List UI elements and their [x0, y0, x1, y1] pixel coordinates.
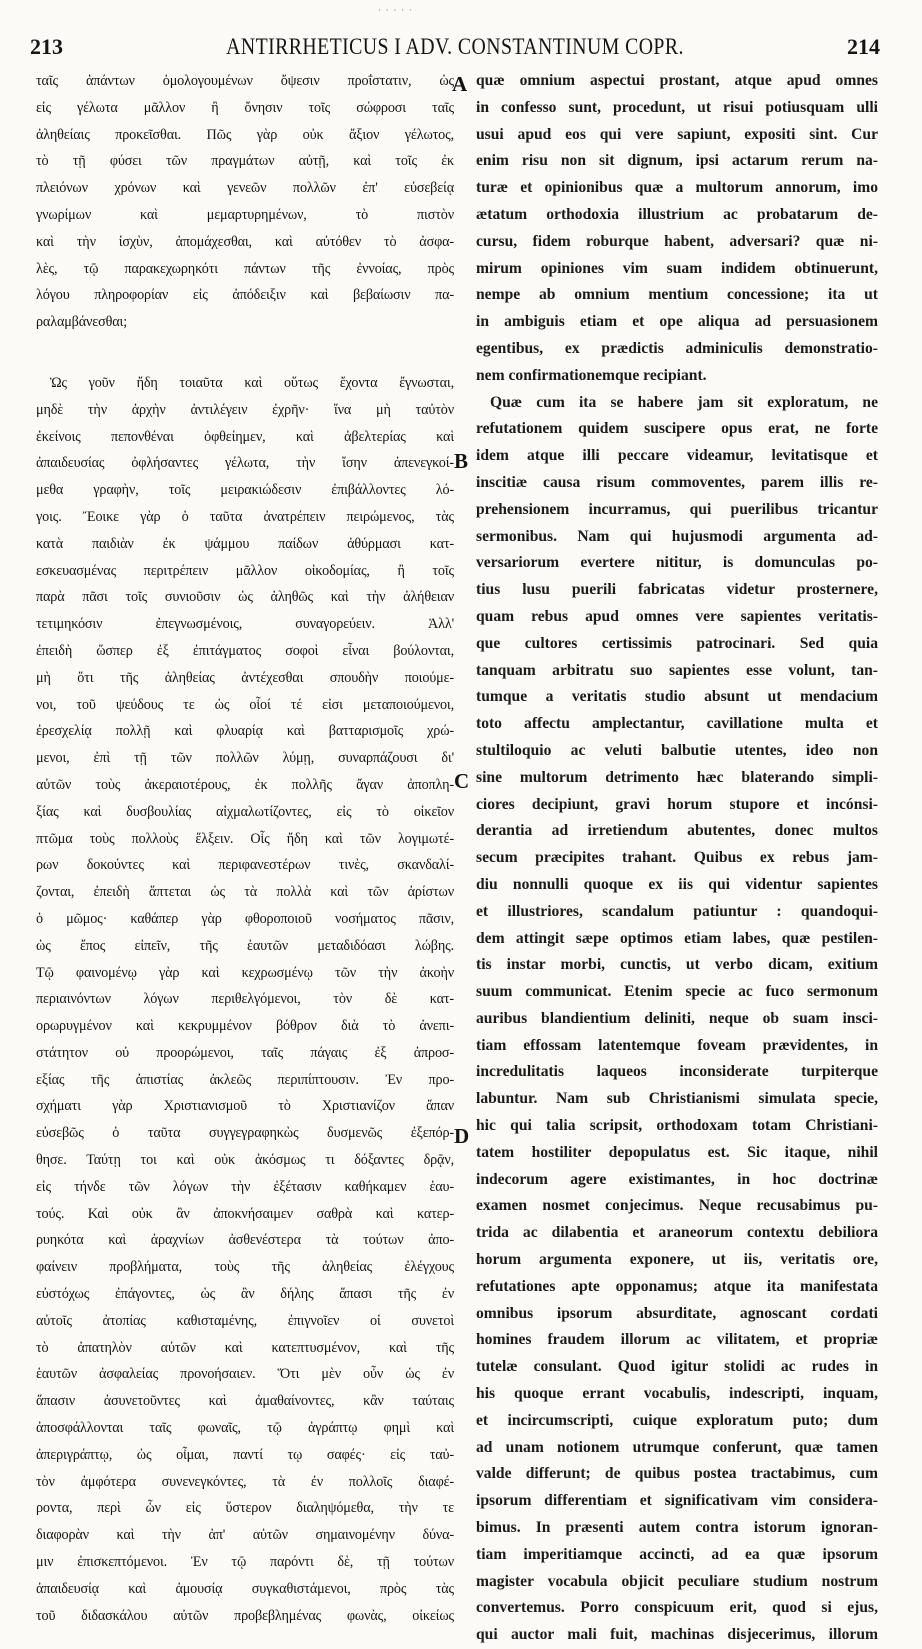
greek-line: ἀπεριγράπτῳ, ὡς οἶμαι, παντί τῳ σαφές· εἰς ταὐ-: [36, 1446, 454, 1463]
top-edge-mark: · · · · ·: [378, 6, 413, 16]
latin-line: turæ et opinionibus quæ a multorum annorum, imo: [476, 179, 878, 197]
latin-line: omnibus ipsorum absurditate, agnoscant cordati: [476, 1304, 878, 1322]
latin-line: hic qui talia scripsit, orthodoxam totam Christiani-: [476, 1117, 878, 1135]
latin-line: qui auctor mali fuit, machinas disjecerimus, illorum: [476, 1626, 878, 1644]
latin-line: tis instar morbi, cunctis, ut verbo dicam, exitium: [476, 956, 878, 974]
greek-line: ἐκείνοις πεπονθέναι ὀφθείημεν, καὶ ἀβελτερίας καὶ: [36, 428, 454, 445]
latin-line: in confesso sunt, procedunt, ut risui potiusquam ulli: [476, 98, 878, 116]
latin-line: quam rebus apud omnes vere sapientes veritatis-: [476, 607, 878, 625]
greek-line: εὐσεβῶς ὁ ταῦτα συγγεγραφηκὼς δυσμενῶς ἐξεπόρ-: [36, 1125, 454, 1142]
latin-line: inscitiæ causa risum commoventes, parem illis re-: [476, 473, 878, 491]
greek-line: ἑαυτῶν ἀσφαλείας προνοήσαιεν. Ὅτι μὲν οὖν ὡς ἐν: [36, 1366, 454, 1383]
greek-line: πτῶμα τοὺς πολλοὺς ἕλξειν. Οἷς ἤδη καὶ τῶν λογιμωτέ-: [36, 830, 454, 847]
latin-line: ipsorum differentiam et significativam vim considera-: [476, 1492, 878, 1510]
greek-line: γοις. Ἔοικε γὰρ ὁ ταῦτα ἀνατρέπειν πειρώμενος, τὰς: [36, 508, 454, 525]
greek-line: φαίνειν προβλήματα, τοὺς τῆς ἀληθείας ἐλέγχους: [36, 1259, 454, 1276]
page-number-left: 213: [30, 34, 63, 59]
latin-line: examen nosmet conjecimus. Neque recusabimus pu-: [476, 1197, 878, 1215]
greek-line: παρὰ πᾶσι τοῖς συνιοῦσιν ὡς ἀληθῶς καὶ τὴν ἀλήθειαν: [36, 589, 454, 606]
greek-line: ἀληθείαις προκεῖσθαι. Πῶς γὰρ οὐκ ἄξιον γέλωτος,: [36, 126, 454, 143]
latin-line: in ambiguis etiam et ope aliqua ad persuasionem: [476, 313, 878, 331]
latin-line: nempe ab omnium mentium concessione; ita ut: [476, 286, 878, 304]
greek-line: Τῷ φαινομένῳ γὰρ καὶ κεχρωσμένῳ τῶν τὴν ἀκοὴν: [36, 964, 454, 981]
latin-line: cursu, fidem roburque habent, adversari? quæ ni-: [476, 232, 878, 250]
greek-line: στάτητον οὐ προορώμενοι, ταῖς πάγαις ἐξ ἀπροσ-: [36, 1044, 454, 1061]
greek-line: νοι, τοῦ ψεύδους τε ὡς οἷοί τέ εἰσι μεταποιούμενοι,: [36, 696, 454, 713]
latin-line: dem attingit sæpe optimos etiam labes, quæ pestilen-: [476, 929, 878, 947]
greek-line: μενοι, ἐπὶ τῇ τῶν πολλῶν λύμῃ, συναρπάζουσι δι': [36, 750, 454, 767]
greek-line: καὶ τὴν ἰσχὺν, ἀπομάχεσθαι, καὶ αὐτόθεν τὸ ἀσφα-: [36, 233, 454, 250]
latin-line: his quoque errant vocabulis, indescripti, inquam,: [476, 1385, 878, 1403]
greek-line: ταῖς ἁπάντων ὁμολογουμένων ὄψεσιν προΐστατιν, ὡς: [36, 73, 454, 89]
greek-line: ροντα, περὶ ὧν εἰς ὕστερον διαληψόμεθα, τὴν τε: [36, 1500, 454, 1517]
latin-line: et incircumscripti, cuique exploratum puto; dum: [476, 1411, 878, 1429]
latin-line: versariorum evertere nititur, is domunculas po-: [476, 554, 878, 572]
greek-paragraph-2: [36, 370, 454, 1629]
greek-line: ἐπειδὴ ὥσπερ ἐξ ἐπιτάγματος σοφοὶ εἶναι βούλονται,: [36, 642, 454, 659]
latin-line: ciores decipiunt, gravi horum stupore et incónsi-: [476, 795, 878, 813]
latin-line: toto affectu amplectantur, cavillatione multa et: [476, 715, 878, 733]
latin-line: sermonibus. Nam qui hujusmodi argumenta ad-: [476, 527, 878, 545]
latin-line: diu nonnulli quoque ex iis qui videntur sapientes: [476, 875, 878, 893]
latin-line: horum argumenta exponere, ut iis, veritatis ore,: [476, 1251, 878, 1269]
section-marker-a: A: [452, 72, 468, 96]
greek-line: γνωρίμων καὶ μεμαρτυρημένων, τὸ πιστὸν: [36, 206, 454, 223]
latin-line: tutelæ consulant. Quod igitur stolidi ac rudes in: [476, 1358, 878, 1376]
latin-line: incredulitatis laqueos inconsiderate turpiterque: [476, 1063, 878, 1081]
greek-line: τοῦ διδασκάλου αὐτῶν προβεβλημένας φωνὰς, οἰκείως: [36, 1607, 454, 1624]
greek-line: ἅπασιν ἀσυνετοῦντες καὶ ἀμαθαίνοντες, κἂν ταύταις: [36, 1393, 454, 1410]
greek-line: περιαινόντων λόγων περιθελγόμενοι, τὸν δὲ κατ-: [36, 991, 454, 1008]
greek-line: τὸν ἀμφότερα συνενεγκόντες, τὰ ἐν πολλοῖς διαφέ-: [36, 1473, 454, 1490]
greek-line: ὁ μῶμος· καθάπερ γὰρ φθοροποιοῦ νοσήματος πᾶσιν,: [36, 910, 454, 927]
latin-line: enim risu non sit dignum, ipsi actarum rerum na-: [476, 152, 878, 170]
latin-line: prehensionem incurramus, qui puerilibus tricantur: [476, 500, 878, 518]
latin-line: et illustriores, scandalum patiuntur : quandoqui-: [476, 902, 878, 920]
greek-line: ζονται, ἐπειδὴ ἅπτεται ὡς τὰ πολλὰ καὶ τῶν ἀρίστων: [36, 884, 454, 901]
greek-line: εσκευασμένας περιτρέπειν μᾶλλον οἰκοδομίας, ἢ τοῖς: [36, 562, 454, 579]
greek-line: θησε. Ταύτῃ τοι καὶ οὐκ ἀκόσμως τι δόξαντες δρᾷν,: [36, 1152, 454, 1169]
running-title: ANTIRRHETICUS I ADV. CONSTANTINUM COPR.: [226, 34, 684, 59]
latin-line: mirum opiniones vim suam indidem obtinuerunt,: [476, 259, 878, 277]
section-marker-b: B: [454, 449, 469, 473]
greek-line: ραλαμβάνεσθαι;: [36, 314, 127, 331]
latin-line: tumque a veritatis studio absunt ut mendacium: [476, 688, 878, 706]
greek-line: μεθα γραφὴν, τοῖς μειρακιώδεσιν ἐπιβάλλοντες λό-: [36, 482, 454, 499]
latin-line: convertemus. Porro conspicuum erit, quod si ejus,: [476, 1599, 878, 1617]
greek-line: ὡς ἔπος εἰπεῖν, τῆς ἑαυτῶν μεταδιδόασι λώβης.: [36, 937, 454, 954]
latin-line: secum præcipites trahant. Quibus ex rebus jam-: [476, 849, 878, 867]
latin-line: quæ omnium aspectui prostant, atque apud omnes: [476, 72, 878, 89]
section-marker-d: D: [454, 1124, 470, 1148]
greek-line: μιν ἐπισκεπτόμενοι. Ἐν τῷ παρόντι δὲ, τῇ τούτων: [36, 1554, 454, 1571]
greek-line: τετιμηκόσιν ἐπεγνωσμένοις, συναγορεύειν. Ἀλλ': [36, 616, 454, 633]
greek-line: μὴ ὅτι τῆς ἀληθείας ἀντέχεσθαι σπουδὴν ποιούμε-: [36, 669, 454, 686]
latin-line: refutationes apte opponamus; atque ita manifestata: [476, 1277, 878, 1295]
greek-line: ἀποσφάλλονται ταῖς φωναῖς, τῷ ἀγράπτῳ φημὶ καὶ: [36, 1420, 454, 1437]
greek-line: κατὰ παιδιὰν ἐκ ψάμμου παίδων ἀθύρμασι κατ-: [36, 535, 454, 552]
latin-line: idem atque illi peccare videamur, levitatisque et: [476, 447, 878, 465]
page-number-right: 214: [847, 34, 880, 59]
latin-line: tiam effossam latentemque foveam prævidentes, in: [476, 1036, 878, 1054]
greek-line: τὸ τῇ φύσει τῶν πραγμάτων αὐτῇ, καὶ τοῖς ἐκ: [36, 153, 454, 170]
latin-line: tatem hostiliter depopulatus est. Sic itaque, nihil: [476, 1143, 878, 1161]
section-marker-c: C: [454, 769, 470, 793]
greek-line: Ὡς γοῦν ἤδη τοιαῦτα καὶ οὕτως ἔχοντα ἔγνωσται,: [50, 374, 454, 391]
latin-line: auribus blandientium deliniti, neque ob suam insci-: [476, 1009, 878, 1027]
greek-line: αὐτῶν τοὺς ἀκεραιοτέρους, ἐκ πολλῆς ἄγαν ἀποπλη-: [36, 776, 454, 793]
greek-line: τὸ ἀπατηλὸν αὐτῶν καὶ κατεπτυσμένον, καὶ τῆς: [36, 1339, 454, 1356]
latin-line: bimus. In præsenti autem contra istorum ignoran-: [476, 1519, 878, 1537]
latin-line: ad unam notionem utrumque conferunt, quæ tamen: [476, 1438, 878, 1456]
latin-line: egentibus, ex prædictis adminiculis demonstratio-: [476, 339, 878, 357]
greek-line: σχήματι γὰρ Χριστιανισμοῦ τὸ Χριστιανίζον ἅπαν: [36, 1098, 454, 1115]
greek-line: διαφορὰν καὶ τὴν ἀπ' αὐτῶν σημαινομένην δύνα-: [36, 1527, 454, 1544]
greek-line: ορωρυγμένον καὶ κεκρυμμένον βόθρον διὰ τὸ ἀνεπι-: [36, 1018, 454, 1035]
latin-line: trida ac dilabentia et araneorum contextu debiliora: [476, 1224, 878, 1242]
running-header: [30, 34, 880, 64]
greek-line: πλειόνων χρόνων καὶ γενεῶν πολλῶν ἐπ' εὐσεβείᾳ: [36, 180, 454, 197]
latin-column: [476, 68, 878, 1649]
greek-line: αὐτοῖς ἀτοπίας καθισταμένης, ἐπιγνοῖεν οἱ συνετοὶ: [36, 1312, 454, 1329]
greek-line: ξίας καὶ δυσβουλίας αἰχμαλωτίζοντες, εἰς τὸ οἰκεῖον: [36, 803, 454, 820]
latin-line: que cultores certissimis patrocinari. Sed quia: [476, 634, 878, 652]
paragraph-gap: [36, 336, 454, 370]
latin-line: stultiloquio ac veluti balbutie utentes, ideo non: [476, 741, 878, 759]
latin-line: suum communicat. Etenim specie ac fuco sermonum: [476, 983, 878, 1001]
greek-line: μηδὲ τὴν ἀρχὴν ἀντιλέγειν ἐχρῆν· ἵνα μὴ ταὐτὸν: [36, 401, 454, 418]
latin-line: Quæ cum ita se habere jam sit exploratum, ne: [490, 393, 878, 411]
greek-line: εὐστόχως ἐπάγοντες, ὡς ἂν δήλης ἅπασι τῆς ἐν: [36, 1286, 454, 1303]
latin-line: labuntur. Nam sub Christianismi simulata specie,: [476, 1090, 878, 1108]
latin-line: nem confirmationemque recipiant.: [476, 366, 707, 384]
greek-line: ἀπαιδευσίας ὀφλήσαντες γέλωτα, τὴν ἴσην ἀπενεγκοί-: [36, 455, 454, 472]
greek-line: εξίας τῆς ἀπιστίας ἀκλεῶς περιπίπτουσιν. Ἐν προ-: [36, 1071, 454, 1088]
greek-line: λὲς, τῷ παρακεχωρηκότι πάντων τῆς ἐννοίας, πρὸς: [36, 260, 454, 277]
greek-line: λόγου πληροφορίαν εἰς ἀπόδειξιν καὶ βεβαίωσιν πα-: [36, 287, 454, 304]
latin-line: usui apud eos qui vere sapiunt, expositi sint. Cur: [476, 125, 878, 143]
latin-line: tanquam arbitratu suo sapientes esse volunt, tan-: [476, 661, 878, 679]
latin-line: refutationem quidem suscipere opus erat, ne forte: [476, 420, 878, 438]
latin-line: valde differunt; de quibus postea tractabimus, cum: [476, 1465, 878, 1483]
latin-line: homines fraudem illorum ac vilitatem, et propriæ: [476, 1331, 878, 1349]
latin-line: derantia ad irretiendum abutentes, donec multos: [476, 822, 878, 840]
greek-line: τούς. Καὶ οὐκ ἂν ἀποκνήσαιμεν σαθρὰ καὶ κατερ-: [36, 1205, 454, 1222]
greek-line: εἰς τήνδε τῶν λόγων τὴν ἐξέτασιν καθήκαμεν ἑαυ-: [36, 1178, 454, 1195]
latin-line: magister vocabula objicit peculiare studium nostrum: [476, 1572, 878, 1590]
latin-line: ætatum orthodoxia illustrium ac probatarum de-: [476, 205, 878, 223]
latin-line: tiam imperitiamque accincti, ad ea quæ ipsorum: [476, 1545, 878, 1563]
greek-line: ἐρεσχελίᾳ πολλῇ καὶ φλυαρίᾳ καὶ βατταρισμοῖς χρώ-: [36, 723, 454, 740]
greek-line: ἀπαιδευσίᾳ καὶ ἀμουσίᾳ συγκαθιστάμενοι, πρὸς τὰς: [36, 1580, 454, 1597]
greek-column: [36, 68, 454, 1629]
latin-line: indecorum agere existimantes, in hoc doctrinæ: [476, 1170, 878, 1188]
latin-line: sine multorum detrimento hæc blaterando simpli-: [476, 768, 878, 786]
greek-line: ρυηκότα καὶ ἀραχνίων ἀσθενέστερα τὰ τούτων ἀπο-: [36, 1232, 454, 1249]
greek-line: εἰς γέλωτα μᾶλλον ἢ ὄνησιν τοῖς σώφροσι ταῖς: [36, 99, 454, 116]
greek-paragraph-1: [36, 68, 454, 336]
latin-line: tius lusu puerili fabricatas videtur prosternere,: [476, 581, 878, 599]
greek-line: ρων δοκούντες καὶ περιφανεστέρων τινὲς, σκανδαλί-: [36, 857, 454, 874]
